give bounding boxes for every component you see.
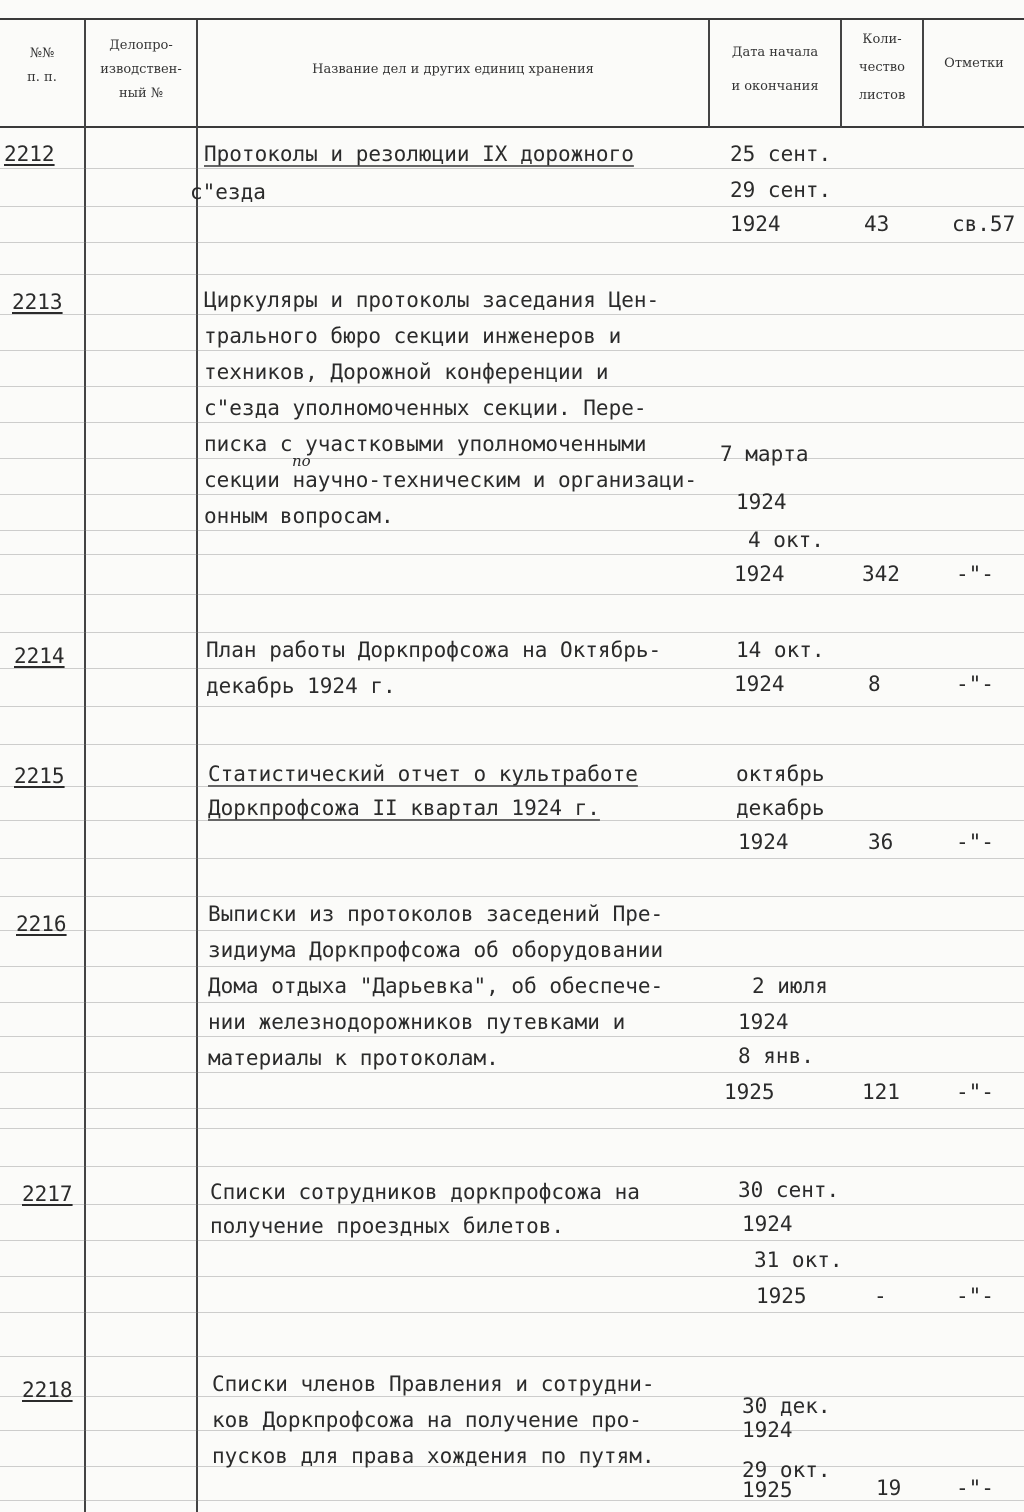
header-text: Дата начала	[731, 45, 819, 60]
header-dates-column	[710, 36, 840, 104]
record-date: 31 окт.	[754, 1248, 843, 1272]
record-number: 2218	[22, 1378, 73, 1402]
record-marks: -"-	[956, 562, 994, 586]
row-rule	[0, 896, 1024, 897]
header-text: ный №	[118, 86, 164, 101]
row-rule	[0, 744, 1024, 745]
header-text: и окончания	[731, 79, 819, 94]
record-title-line: зидиума Доркпрофсожа об оборудовании	[208, 938, 664, 962]
record-date: 30 дек.	[742, 1394, 831, 1418]
record-date: 2 июля	[752, 974, 828, 998]
header-text: п. п.	[27, 70, 57, 85]
header-text: изводствен-	[100, 62, 182, 77]
row-rule	[0, 314, 1024, 315]
header-marks-column	[924, 52, 1024, 76]
row-rule	[0, 820, 1024, 821]
row-rule	[0, 242, 1024, 243]
record-number: 2214	[14, 644, 65, 668]
record-marks: -"-	[956, 1080, 994, 1104]
record-number: 2212	[4, 142, 55, 166]
row-rule	[0, 786, 1024, 787]
row-rule	[0, 1356, 1024, 1357]
record-title-line: материалы к протоколам.	[208, 1046, 499, 1070]
record-date: 30 сент.	[738, 1178, 840, 1202]
record-date: 1924	[734, 672, 785, 696]
record-date: 1925	[724, 1080, 775, 1104]
row-rule	[0, 668, 1024, 669]
record-title-line: Дома отдыха "Дарьевка", об обеспече-	[208, 974, 664, 998]
record-title-line: Списки членов Правления и сотрудни-	[212, 1372, 655, 1396]
record-date: 25 сент.	[730, 142, 832, 166]
record-sheets: 121	[862, 1080, 900, 1104]
record-title-line: с"езда уполномоченных секции. Пере-	[204, 396, 647, 420]
record-date: 4 окт.	[748, 528, 824, 552]
header-text: чество	[859, 60, 905, 75]
record-date: 1925	[756, 1284, 807, 1308]
record-title-line: писка с участковыми уполномоченными	[204, 432, 647, 456]
row-rule	[0, 1036, 1024, 1037]
row-rule	[0, 458, 1024, 459]
record-title-line: Циркуляры и протоколы заседания Цен-	[204, 288, 660, 312]
row-rule	[0, 206, 1024, 207]
record-title-line: с"езда	[190, 180, 266, 204]
record-title-line: Протоколы и резолюции IX дорожного	[204, 142, 634, 166]
record-title-line: онным вопросам.	[204, 504, 394, 528]
header-sheets-column	[842, 26, 922, 110]
row-rule	[0, 1128, 1024, 1129]
row-rule	[0, 1500, 1024, 1501]
record-title-line: пусков для права хождения по путям.	[212, 1444, 655, 1468]
record-date: 8 янв.	[738, 1044, 814, 1068]
record-title-line: декабрь 1924 г.	[206, 674, 396, 698]
header-number-column	[0, 42, 84, 90]
header-text: Название дел и других единиц хранения	[312, 62, 594, 77]
row-rule	[0, 1204, 1024, 1205]
record-sheets: 43	[864, 212, 890, 236]
row-rule	[0, 386, 1024, 387]
record-date: 29 окт.	[742, 1458, 831, 1482]
header-text: Отметки	[944, 56, 1004, 71]
row-rule	[0, 858, 1024, 859]
row-rule	[0, 554, 1024, 555]
row-rule	[0, 494, 1024, 495]
row-rule	[0, 422, 1024, 423]
row-rule	[0, 1166, 1024, 1167]
record-date: декабрь	[736, 796, 825, 820]
header-bottom-border	[0, 126, 1024, 128]
row-rule	[0, 930, 1024, 931]
record-number: 2215	[14, 764, 65, 788]
record-date: 1924	[742, 1418, 793, 1442]
record-number: 2216	[16, 912, 67, 936]
record-title-line: нии железнодорожников путевками и	[208, 1010, 626, 1034]
record-date: 7 марта	[720, 442, 809, 466]
record-sheets: 36	[868, 830, 894, 854]
record-sheets: 342	[862, 562, 900, 586]
row-rule	[0, 1240, 1024, 1241]
record-date: октябрь	[736, 762, 825, 786]
record-title-line: План работы Доркпрофсожа на Октябрь-	[206, 638, 662, 662]
row-rule	[0, 1276, 1024, 1277]
record-title-line: Списки сотрудников доркпрофсожа на	[210, 1180, 640, 1204]
row-rule	[0, 706, 1024, 707]
record-date: 14 окт.	[736, 638, 825, 662]
record-title-line: получение проездных билетов.	[210, 1214, 565, 1238]
record-number: 2217	[22, 1182, 73, 1206]
column-divider	[196, 20, 198, 1512]
header-title-column	[198, 58, 708, 82]
record-title-line: техников, Дорожной конференции и	[204, 360, 609, 384]
header-text: листов	[858, 88, 906, 103]
header-office-number-column	[86, 34, 196, 106]
record-date: 1924	[738, 1010, 789, 1034]
record-date: 1924	[736, 490, 787, 514]
record-title-line: ков Доркпрофсожа на получение про-	[212, 1408, 642, 1432]
record-date: 1925	[742, 1478, 793, 1502]
row-rule	[0, 966, 1024, 967]
header-text: Коли-	[862, 32, 902, 47]
row-rule	[0, 168, 1024, 169]
record-sheets: -	[874, 1284, 887, 1308]
record-title-line: трального бюро секции инженеров и	[204, 324, 622, 348]
record-date: 29 сент.	[730, 178, 832, 202]
column-divider	[84, 20, 86, 1512]
record-sheets: 19	[876, 1476, 902, 1500]
handwritten-correction: по	[292, 452, 311, 470]
record-marks: св.57	[952, 212, 1016, 236]
record-date: 1924	[730, 212, 781, 236]
record-marks: -"-	[956, 830, 994, 854]
record-marks: -"-	[956, 672, 994, 696]
row-rule	[0, 350, 1024, 351]
record-marks: -"-	[956, 1284, 994, 1308]
record-date: 1924	[738, 830, 789, 854]
row-rule	[0, 1312, 1024, 1313]
row-rule	[0, 1108, 1024, 1109]
row-rule	[0, 1396, 1024, 1397]
record-sheets: 8	[868, 672, 881, 696]
table-top-border	[0, 18, 1024, 20]
record-title-line: секции научно-техническим и организаци-	[204, 468, 698, 492]
record-marks: -"-	[956, 1476, 994, 1500]
row-rule	[0, 1072, 1024, 1073]
row-rule	[0, 1002, 1024, 1003]
record-date: 1924	[734, 562, 785, 586]
row-rule	[0, 274, 1024, 275]
header-text: №№	[29, 46, 55, 61]
record-number: 2213	[12, 290, 63, 314]
row-rule	[0, 632, 1024, 633]
record-date: 1924	[742, 1212, 793, 1236]
row-rule	[0, 530, 1024, 531]
record-title-line: Доркпрофсожа II квартал 1924 г.	[208, 796, 600, 820]
record-title-line: Статистический отчет о культработе	[208, 762, 638, 786]
row-rule	[0, 594, 1024, 595]
header-text: Делопро-	[109, 38, 173, 53]
record-title-line: Выписки из протоколов заседений Пре-	[208, 902, 664, 926]
